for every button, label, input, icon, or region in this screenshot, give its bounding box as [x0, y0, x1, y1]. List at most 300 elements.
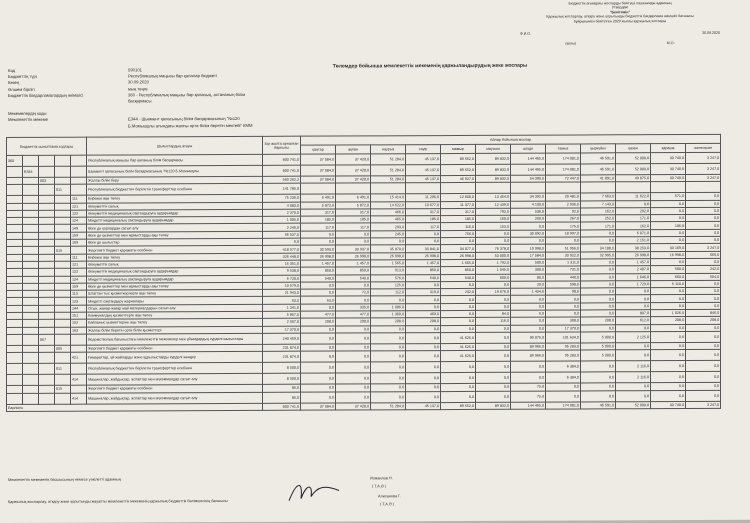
- month-cell: 2 936,0: [546, 201, 581, 208]
- code-cell: [7, 364, 23, 375]
- code-cell: [7, 203, 23, 210]
- code-cell: [7, 320, 23, 327]
- month-cell: 0,0: [511, 325, 546, 332]
- code-cell: [23, 269, 39, 276]
- name-cell: Әлеуметтік медициналық сақтандыруға аударымдар: [87, 268, 263, 276]
- total-cell: 2 246,0: [263, 224, 301, 231]
- month-cell: 0,0: [651, 390, 686, 401]
- month-cell: 185,0: [406, 216, 441, 223]
- month-cell: 95 283,0: [546, 350, 581, 361]
- month-cell: 0,0: [616, 295, 651, 302]
- signature-hint: (қолы): [565, 41, 576, 46]
- month-cell: 477,0: [301, 311, 336, 318]
- month-cell: 0,0: [651, 258, 686, 265]
- month-cell: 98,0: [546, 288, 581, 295]
- month-cell: 0,0: [476, 362, 511, 373]
- month-cell: 75,0: [511, 383, 546, 390]
- footer-left-1: Мемлекеттік мекеменің басшысының немесе уәкілетті адамның: [8, 477, 121, 482]
- month-cell: 0,0: [301, 373, 336, 384]
- code-cell: [23, 254, 39, 261]
- month-cell: 317,0: [441, 208, 476, 215]
- code-cell: [39, 261, 55, 268]
- month-cell: 52 000,0: [616, 164, 651, 175]
- month-cell: 0,0: [686, 295, 721, 302]
- name-cell: Міндетті сақтандыру жарналары: [87, 297, 263, 305]
- month-cell: 850,0: [406, 267, 441, 274]
- month-cell: 0,0: [581, 390, 616, 401]
- code-cell: [23, 232, 39, 239]
- month-cell: [616, 182, 651, 193]
- month-cell: 477,0: [336, 311, 371, 318]
- month-cell: 46 927,0: [441, 175, 476, 182]
- header-month: қаңтар: [301, 145, 336, 154]
- month-cell: 0,0: [476, 281, 511, 288]
- month-cell: 317,0: [301, 209, 336, 216]
- month-cell: 46 591,0: [581, 401, 616, 408]
- month-cell: 0,0: [406, 325, 441, 332]
- month-cell: 153,0: [476, 223, 511, 230]
- header-name: Шығыстардың атауы: [87, 136, 263, 155]
- month-cell: 0,0: [441, 325, 476, 332]
- name-cell: Шымкент қаласының білім басқармасының "№120 Б.Момышұлы: [87, 165, 263, 177]
- month-cell: 0,0: [686, 331, 721, 342]
- month-cell: 45 137,0: [406, 176, 441, 183]
- month-cell: 46 591,0: [581, 153, 616, 164]
- name-cell: Өзге де қызметтер мен жұмыстарды ақы төлеу: [87, 282, 263, 290]
- code-cell: 011: [55, 363, 71, 374]
- month-cell: 0,0: [651, 342, 686, 349]
- code-cell: [39, 345, 55, 352]
- month-cell: 89 966,0: [511, 343, 546, 350]
- code-cell: [55, 239, 71, 246]
- code-cell: 015: [55, 385, 71, 392]
- code-cell: [23, 155, 39, 166]
- month-cell: 160,0: [476, 215, 511, 222]
- month-cell: 144 465,0: [511, 153, 546, 164]
- month-cell: 0,0: [371, 391, 406, 402]
- month-cell: 0,0: [301, 351, 336, 362]
- code-cell: [7, 177, 23, 184]
- month-cell: 0,0: [651, 237, 686, 244]
- month-cell: 2 407,0: [616, 266, 651, 273]
- month-cell: 0,0: [546, 390, 581, 401]
- code-cell: [39, 155, 55, 166]
- month-cell: 20 481,0: [546, 193, 581, 200]
- code-cell: [55, 254, 71, 261]
- code-cell: 421: [71, 352, 87, 363]
- month-cell: 14 622,0: [371, 201, 406, 208]
- month-cell: 317,0: [336, 209, 371, 216]
- code-cell: [7, 269, 23, 276]
- code-cell: [7, 375, 23, 386]
- month-cell: 666,0: [686, 251, 721, 258]
- month-cell: [686, 182, 721, 193]
- document-title: Төлемдер бойынша мемлекеттік мекеменің қаржыландырудың жеке жоспары: [332, 62, 528, 70]
- month-cell: 5 110,0: [651, 280, 686, 287]
- month-cell: 0,0: [581, 310, 616, 317]
- month-cell: 0,0: [581, 295, 616, 302]
- month-cell: 0,0: [686, 302, 721, 309]
- month-cell: 0,0: [616, 343, 651, 350]
- code-cell: [7, 327, 23, 334]
- month-cell: 37 084,0: [301, 165, 336, 176]
- month-cell: 30 740,0: [651, 175, 686, 182]
- month-cell: 208,0: [581, 317, 616, 324]
- month-cell: 3 247,0: [686, 174, 721, 181]
- month-cell: 26 998,0: [616, 251, 651, 258]
- month-cell: 1 434,0: [511, 288, 546, 295]
- meta-row: [8, 116, 258, 129]
- code-cell: [7, 353, 23, 364]
- month-cell: 0,0: [686, 372, 721, 383]
- code-cell: [55, 393, 71, 404]
- month-cell: 0,0: [441, 391, 476, 402]
- month-cell: 175,0: [546, 222, 581, 229]
- month-cell: 0,0: [616, 390, 651, 401]
- month-cell: 0,0: [406, 384, 441, 391]
- code-cell: [39, 290, 55, 297]
- header-months: Айлар бойынша жоспар: [301, 134, 721, 145]
- month-cell: 34 188,0: [581, 244, 616, 251]
- month-cell: 6 071,0: [616, 229, 651, 236]
- code-cell: 159: [71, 232, 87, 239]
- month-cell: 440,0: [546, 274, 581, 281]
- approval-block: [520, 1, 720, 47]
- month-cell: 72 447,0: [546, 175, 581, 182]
- month-cell: 0,0: [511, 237, 546, 244]
- meta-label: Өлшем бірлігі: [8, 86, 35, 92]
- code-cell: [55, 290, 71, 297]
- month-cell: [546, 182, 581, 193]
- code-cell: [23, 386, 39, 393]
- total-cell: 1 005,0: [263, 216, 301, 223]
- month-cell: 0,0: [371, 296, 406, 303]
- month-cell: 0,0: [581, 281, 616, 288]
- month-cell: 0,0: [371, 344, 406, 351]
- code-cell: [7, 298, 23, 305]
- code-cell: [7, 276, 23, 283]
- code-cell: 111: [71, 254, 87, 261]
- month-cell: 0,0: [546, 237, 581, 244]
- total-cell: 800 741,0: [263, 165, 301, 176]
- month-cell: 0,0: [686, 229, 721, 236]
- month-cell: 185,0: [301, 216, 336, 223]
- month-cell: 89 552,0: [441, 164, 476, 175]
- month-cell: 6 491,0: [336, 194, 371, 201]
- month-cell: 0,0: [336, 326, 371, 333]
- code-cell: [55, 155, 71, 166]
- month-cell: 30 922,0: [546, 252, 581, 259]
- month-cell: 0,0: [476, 343, 511, 350]
- header-month: қыркүйек: [581, 144, 616, 153]
- code-cell: [55, 283, 71, 290]
- header-month: қазан: [616, 144, 651, 153]
- code-cell: [23, 210, 39, 217]
- total-cell: 1 341,0: [263, 304, 301, 311]
- signature-hint: Ф.И.О.: [520, 31, 532, 36]
- code-cell: [23, 177, 39, 184]
- month-cell: 0,0: [476, 332, 511, 343]
- code-cell: [23, 312, 39, 319]
- code-cell: [39, 254, 55, 261]
- code-cell: 121: [71, 261, 87, 268]
- code-cell: [23, 353, 39, 364]
- month-cell: 1 792,0: [476, 259, 511, 266]
- month-cell: 1 457,0: [301, 260, 336, 267]
- month-cell: 3 247,0: [686, 152, 721, 163]
- month-cell: 45 137,0: [406, 165, 441, 176]
- month-cell: 1 360,0: [371, 311, 406, 318]
- month-cell: 30 593,0: [301, 245, 336, 252]
- month-cell: 13 454,0: [476, 194, 511, 201]
- month-cell: 0,0: [651, 361, 686, 372]
- code-cell: [7, 196, 23, 203]
- total-cell: 240 459,0: [263, 333, 301, 344]
- code-cell: [55, 268, 71, 275]
- month-cell: [301, 183, 336, 194]
- code-cell: [55, 261, 71, 268]
- code-cell: 015: [55, 247, 71, 254]
- code-cell: 121: [71, 203, 87, 210]
- month-cell: 17 370,0: [546, 325, 581, 332]
- name-cell: Ғимараттар, үй-жайларды және құрылыстарды күрделі жөндеу: [87, 352, 263, 364]
- code-cell: [39, 210, 55, 217]
- code-cell: [7, 247, 23, 254]
- total-cell: 16 351,0: [263, 260, 301, 267]
- month-cell: 0,0: [476, 325, 511, 332]
- code-cell: 111: [71, 195, 87, 202]
- code-cell: [39, 283, 55, 290]
- meta-value: Е344 - Шымкент қаласының білім басқармасының "№120 Б.Момышұлы атындағы жалпы орта білім беретін мектебі" КММ: [128, 116, 253, 129]
- month-cell: 0,0: [546, 310, 581, 317]
- month-cell: 0,0: [651, 215, 686, 222]
- month-cell: 51 284,0: [371, 154, 406, 165]
- month-cell: 0,0: [336, 362, 371, 373]
- code-cell: [71, 385, 87, 392]
- month-cell: 2 116,0: [616, 361, 651, 372]
- total-cell: 85,0: [263, 392, 301, 403]
- code-cell: Е344: [23, 166, 39, 177]
- month-cell: 0,0: [336, 391, 371, 402]
- month-cell: 335,0: [336, 304, 371, 311]
- meta-label: Мекемелердің коды: [8, 111, 47, 117]
- total-cell: 800 741,0: [263, 403, 301, 410]
- code-cell: [23, 203, 39, 210]
- code-cell: [23, 276, 39, 283]
- code-cell: [39, 166, 55, 177]
- month-cell: 0,0: [441, 296, 476, 303]
- month-cell: 18 997,0: [546, 230, 581, 237]
- month-cell: 45 137,0: [406, 402, 441, 409]
- total-cell: 6,0: [263, 238, 301, 245]
- month-cell: 0,0: [476, 237, 511, 244]
- month-cell: 84,0: [476, 310, 511, 317]
- code-cell: [39, 327, 55, 334]
- month-cell: 0,0: [686, 383, 721, 390]
- month-cell: 0,0: [406, 281, 441, 288]
- month-cell: 0,0: [301, 282, 336, 289]
- month-cell: 0,0: [651, 372, 686, 383]
- month-cell: 95 283,0: [546, 343, 581, 350]
- month-cell: 37 428,0: [336, 402, 371, 409]
- month-cell: 7 143,0: [581, 200, 616, 207]
- month-cell: 37 428,0: [336, 176, 371, 183]
- name-cell: Өзге де қызметтер мен жұмыстарды ақы төлеу: [87, 231, 263, 239]
- month-cell: 208,0: [336, 318, 371, 325]
- month-cell: 0,0: [301, 231, 336, 238]
- code-cell: [7, 334, 23, 345]
- code-cell: [55, 232, 71, 239]
- code-cell: [39, 269, 55, 276]
- header-month: маусым: [476, 144, 511, 153]
- total-cell: 418 577,0: [263, 246, 301, 253]
- month-cell: 2 151,0: [616, 237, 651, 244]
- code-cell: [23, 327, 39, 334]
- month-cell: 850,0: [336, 267, 371, 274]
- code-cell: [55, 298, 71, 305]
- approval-line: Утвердаю: [611, 5, 629, 10]
- month-cell: 162,0: [581, 208, 616, 215]
- code-cell: [7, 312, 23, 319]
- month-cell: 12 600,0: [441, 194, 476, 201]
- month-cell: 5 872,0: [301, 202, 336, 209]
- name-cell: Ведомстволық бағыныстағы мемлекеттік мекемелер мен ұйымдардың күрделі шығыстары: [87, 333, 263, 345]
- month-cell: 500,0: [511, 259, 546, 266]
- header-month: желтоқсан: [686, 143, 721, 152]
- month-cell: 89 552,0: [441, 153, 476, 164]
- code-cell: 414: [71, 393, 87, 404]
- month-cell: 30 740,0: [651, 164, 686, 175]
- month-cell: 0,0: [616, 350, 651, 361]
- month-cell: 0,0: [406, 344, 441, 351]
- month-cell: 162,0: [616, 222, 651, 229]
- month-cell: 0,0: [546, 383, 581, 390]
- code-cell: 124: [71, 276, 87, 283]
- month-cell: 26 998,0: [371, 252, 406, 259]
- month-cell: 1 646,0: [616, 273, 651, 280]
- code-cell: 163: [71, 327, 87, 334]
- code-cell: [55, 177, 71, 184]
- month-cell: 242,0: [686, 266, 721, 273]
- name-cell: Әлеуметтік салық: [87, 260, 263, 268]
- month-cell: 75,0: [511, 391, 546, 402]
- month-cell: 317,0: [406, 208, 441, 215]
- signer-hint-1: ( Т.А.Ә ): [372, 484, 387, 489]
- code-cell: [55, 195, 71, 202]
- month-cell: 0,0: [651, 324, 686, 331]
- month-cell: 0,0: [616, 288, 651, 295]
- month-cell: 0,0: [581, 383, 616, 390]
- month-cell: 0,0: [686, 222, 721, 229]
- code-cell: 122: [71, 268, 87, 275]
- month-cell: 46 591,0: [581, 164, 616, 175]
- month-cell: 0,0: [511, 317, 546, 324]
- month-cell: 500,0: [651, 266, 686, 273]
- month-cell: 30 092,0: [511, 230, 546, 237]
- total-cell: 85,0: [263, 384, 301, 391]
- month-cell: 37 428,0: [336, 165, 371, 176]
- month-cell: 63,0: [301, 296, 336, 303]
- month-cell: 598,0: [546, 281, 581, 288]
- header-total: Бір жылға арналған барлығы: [263, 136, 301, 154]
- month-cell: 30 169,0: [651, 244, 686, 251]
- month-cell: 1 565,0: [371, 260, 406, 267]
- month-cell: 756,0: [441, 230, 476, 237]
- month-cell: 52 000,0: [616, 401, 651, 408]
- month-cell: 504,0: [686, 273, 721, 280]
- month-cell: 465,0: [371, 216, 406, 223]
- month-cell: 117,0: [301, 224, 336, 231]
- name-cell: Отын, жанар-жағар май материалдарын сатып алу: [87, 304, 263, 312]
- month-cell: 245,0: [371, 231, 406, 238]
- month-cell: 0,0: [441, 281, 476, 288]
- code-cell: 124: [71, 217, 87, 224]
- meta-value: мың теңге: [128, 85, 148, 92]
- month-cell: 34 077,0: [441, 245, 476, 252]
- month-cell: 0,0: [371, 325, 406, 332]
- month-cell: 11 377,0: [441, 201, 476, 208]
- month-cell: 0,0: [336, 344, 371, 351]
- month-cell: 0,0: [371, 238, 406, 245]
- month-cell: 0,0: [476, 351, 511, 362]
- month-cell: 49 875,0: [616, 175, 651, 182]
- code-cell: [23, 196, 39, 203]
- month-cell: 731,0: [546, 266, 581, 273]
- code-cell: [55, 305, 71, 312]
- month-cell: 0,0: [581, 266, 616, 273]
- code-cell: 003: [39, 177, 55, 184]
- month-cell: 5 000,0: [581, 350, 616, 361]
- code-cell: [7, 261, 23, 268]
- month-cell: 846,0: [686, 309, 721, 316]
- month-cell: [651, 182, 686, 193]
- month-cell: 72,0: [336, 289, 371, 296]
- code-cell: [55, 374, 71, 385]
- month-cell: 52 000,0: [616, 153, 651, 164]
- month-cell: 0,0: [616, 324, 651, 331]
- month-cell: 37 084,0: [301, 154, 336, 165]
- header-codes: Бюджеттік сыныптама кодтары: [7, 137, 87, 155]
- month-cell: [511, 182, 546, 193]
- month-cell: 89 832,0: [476, 175, 511, 182]
- code-cell: [39, 239, 55, 246]
- month-cell: 0,0: [371, 373, 406, 384]
- code-cell: [23, 298, 39, 305]
- month-cell: 10 677,0: [406, 201, 441, 208]
- code-cell: 067: [39, 334, 55, 345]
- month-cell: 6 491,0: [301, 194, 336, 201]
- code-cell: [39, 196, 55, 203]
- code-cell: [71, 184, 87, 195]
- name-cell: Әлеуметтік салық: [87, 202, 263, 210]
- total-cell: 10 579,0: [263, 282, 301, 289]
- code-cell: [7, 386, 23, 393]
- month-cell: 0,0: [406, 238, 441, 245]
- name-cell: Міндетті медициналық сақтандыруға аударымдар: [87, 217, 263, 225]
- code-cell: [55, 217, 71, 224]
- month-cell: [581, 182, 616, 193]
- code-cell: [23, 364, 39, 375]
- month-cell: 0,0: [336, 296, 371, 303]
- total-cell: 5 857,0: [263, 311, 301, 318]
- month-cell: 26 998,0: [441, 252, 476, 259]
- month-cell: 12 439,0: [476, 201, 511, 208]
- header-month: тамыз: [546, 144, 581, 153]
- code-cell: [71, 345, 87, 352]
- month-cell: 0,0: [336, 384, 371, 391]
- total-cell: 231 874,0: [263, 351, 301, 362]
- month-cell: 1 729,0: [616, 281, 651, 288]
